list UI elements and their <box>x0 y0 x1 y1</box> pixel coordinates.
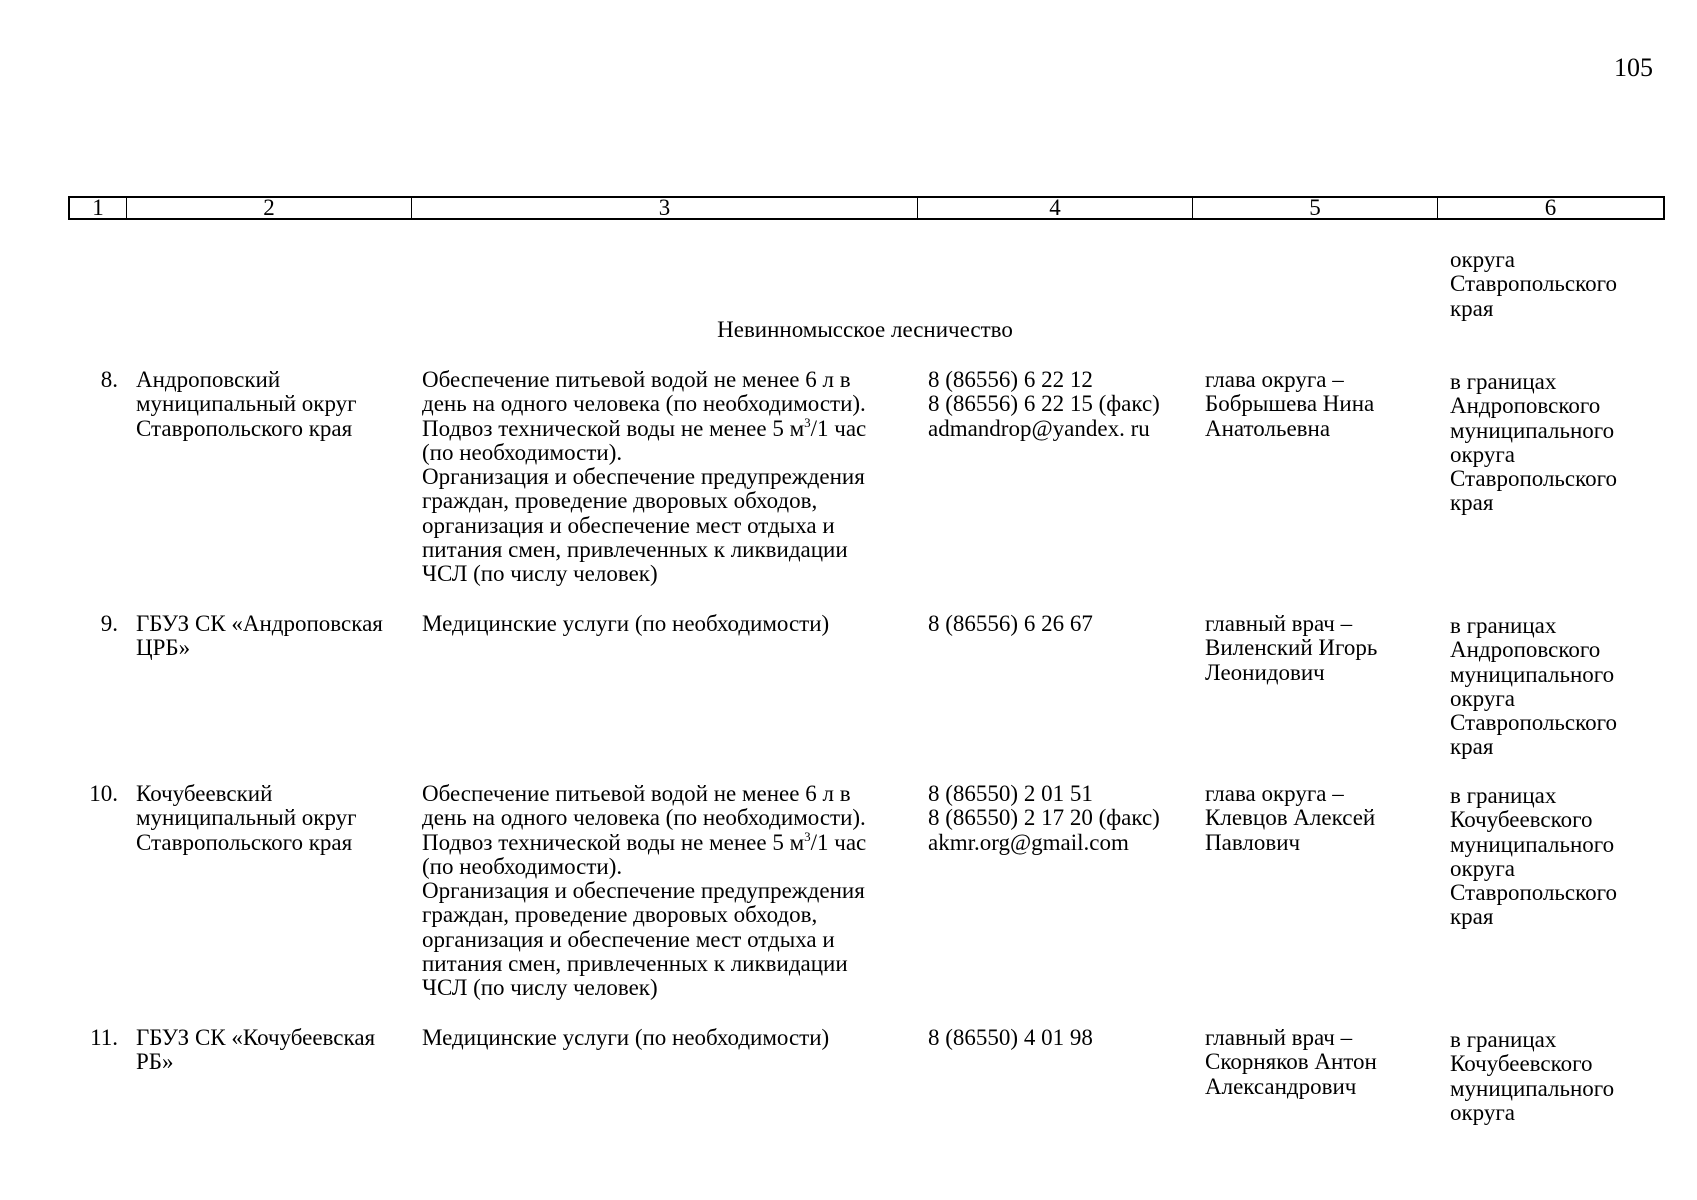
contacts-cell: 8 (86556) 6 26 67 <box>928 611 1093 636</box>
area-cell: в границах Андроповского муниципального округа Ставропольского края <box>1450 369 1617 516</box>
head-cell: глава округа – Клевцов Алексей Павлович <box>1205 781 1376 855</box>
row-number: 10. <box>89 781 118 806</box>
services-cell <box>422 782 922 1001</box>
contacts-cell: 8 (86550) 4 01 98 <box>928 1025 1093 1050</box>
area-cell: в границах Андроповского муниципального округа Ставропольского края <box>1450 613 1617 760</box>
row-number: 9. <box>100 611 118 636</box>
services-text-b: /1 час (по необходимости). Организация и обеспечение предупреждения граждан, проведение дворовых обходов, организация и обеспечение мест отдыха и питания смен, привлеченных к ликвидации ЧСЛ (по числу человек) <box>422 415 867 587</box>
organization-cell: ГБУЗ СК «Кочубеевская РБ» <box>136 1025 376 1075</box>
head-cell: главный врач – Виленский Игорь Леонидович <box>1205 611 1378 685</box>
table-header-row <box>68 196 1665 220</box>
organization-cell: Кочубеевский муниципальный округ Ставропольского края <box>136 781 357 855</box>
header-col-2: 2 <box>127 198 412 218</box>
services-cell <box>422 368 922 587</box>
services-text-a: Обеспечение питьевой водой не менее 6 л в день на одного человека (по необходимости). Подвоз технической воды не менее 5 м <box>422 367 866 441</box>
row-number: 8. <box>100 367 118 392</box>
header-col-1: 1 <box>70 198 127 218</box>
head-cell: главный врач – Скорняков Антон Александрович <box>1205 1025 1377 1099</box>
header-col-5: 5 <box>1193 198 1438 218</box>
contacts-cell: 8 (86556) 6 22 12 8 (86556) 6 22 15 (факс) admandrop@yandex. ru <box>928 367 1160 441</box>
header-col-4: 4 <box>918 198 1193 218</box>
services-cell: Медицинские услуги (по необходимости) <box>422 611 830 636</box>
head-cell: глава округа – Бобрышева Нина Анатольевна <box>1205 367 1375 441</box>
contacts-cell: 8 (86550) 2 01 51 8 (86550) 2 17 20 (факс) akmr.org@gmail.com <box>928 781 1160 855</box>
section-title: Невинномысское лесничество <box>717 317 1013 342</box>
page-number: 105 <box>1614 53 1653 82</box>
area-cell: в границах Кочубеевского муниципального округа Ставропольского края <box>1450 783 1617 930</box>
organization-cell: Андроповский муниципальный округ Ставропольского края <box>136 367 357 441</box>
services-text-a: Обеспечение питьевой водой не менее 6 л в день на одного человека (по необходимости). Подвоз технической воды не менее 5 м <box>422 781 866 855</box>
header-col-6: 6 <box>1544 195 1557 220</box>
organization-cell: ГБУЗ СК «Андроповская ЦРБ» <box>136 611 383 661</box>
services-cell: Медицинские услуги (по необходимости) <box>422 1025 830 1050</box>
row-number: 11. <box>90 1025 118 1050</box>
cubic-superscript: 3 <box>804 828 811 844</box>
services-text-b: /1 час (по необходимости). Организация и обеспечение предупреждения граждан, проведение дворовых обходов, организация и обеспечение мест отдыха и питания смен, привлеченных к ликвидации ЧСЛ (по числу человек) <box>422 829 867 1001</box>
continued-area-cell: округа Ставропольского края <box>1450 247 1617 321</box>
cubic-superscript: 3 <box>804 414 811 430</box>
area-cell: в границах Кочубеевского муниципального округа <box>1450 1027 1615 1125</box>
header-col-3: 3 <box>412 198 918 218</box>
